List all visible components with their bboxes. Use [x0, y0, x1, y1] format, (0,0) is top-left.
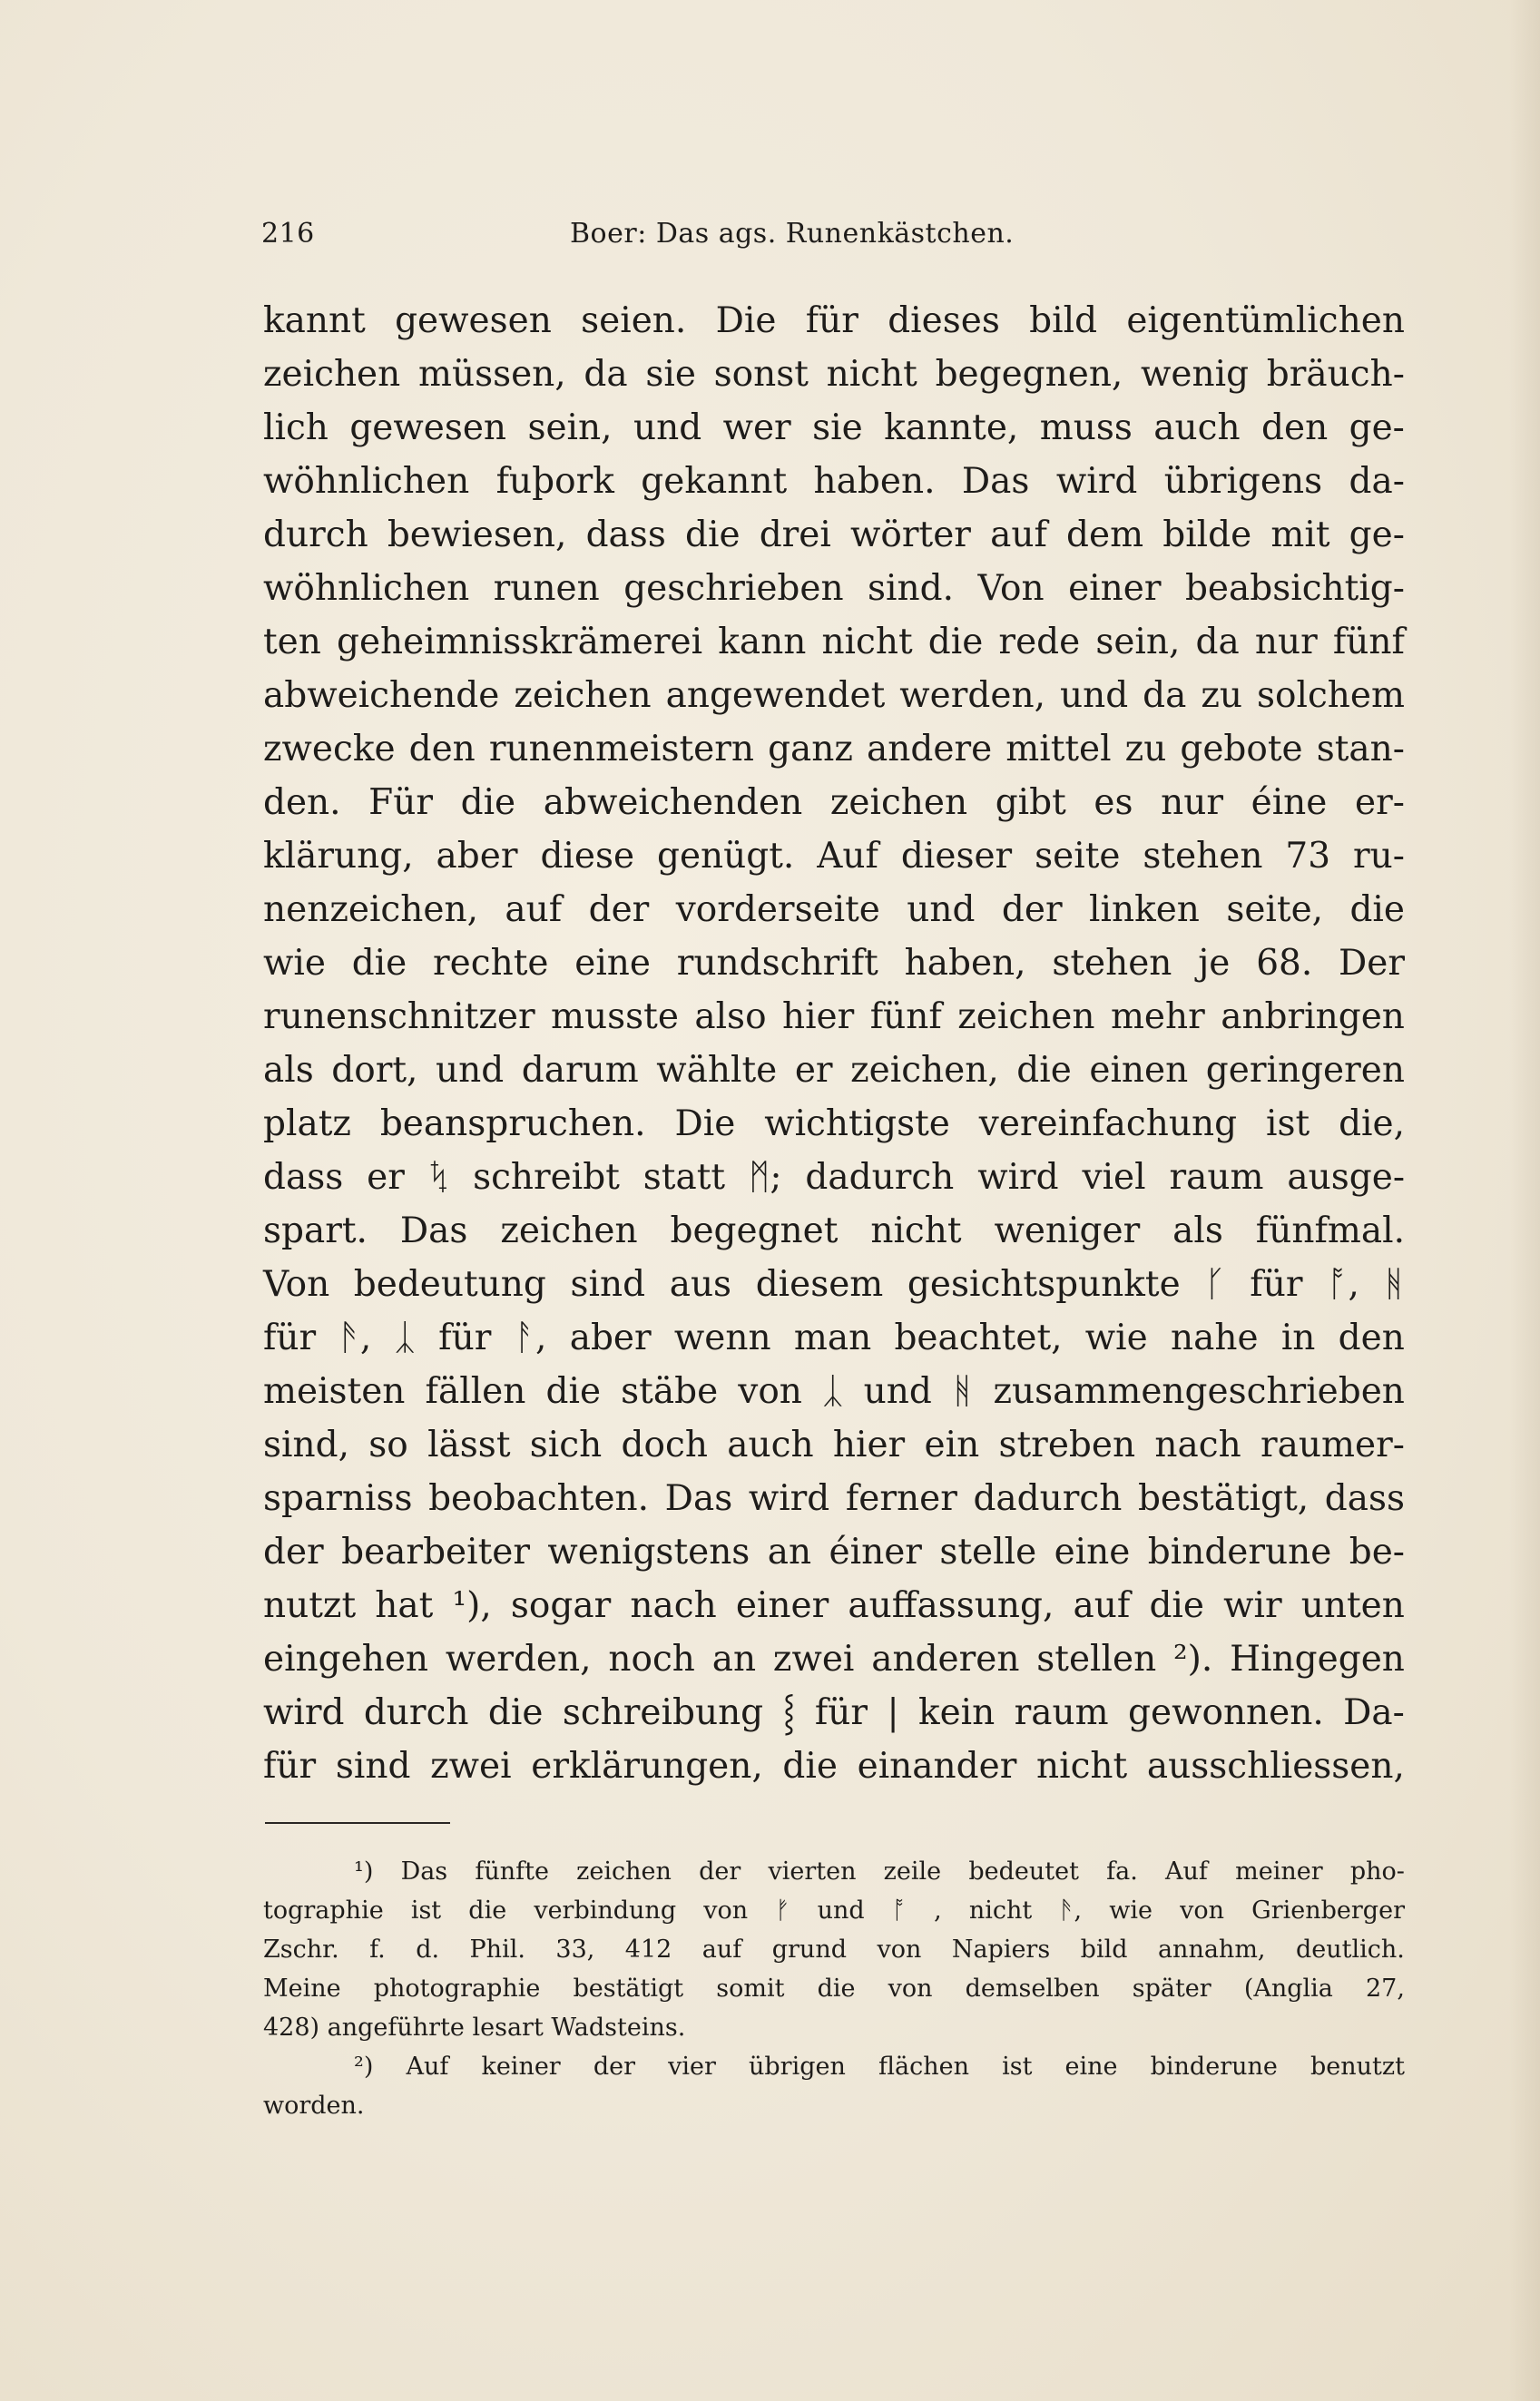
- running-title: Boer: Das ags. Runenkästchen.: [570, 218, 1015, 250]
- footnote-line: ¹) Das fünfte zeichen der vierten zeile bedeutet fa. Auf meiner pho-: [354, 1857, 1405, 1886]
- footnotes: [263, 1852, 1405, 2125]
- footnote-line: 428) angeführte lesart Wadsteins.: [263, 2014, 686, 2042]
- body-line: nenzeichen, auf der vorderseite und der linken seite, die: [263, 889, 1405, 930]
- body-line: den. Für die abweichenden zeichen gibt es nur éine er-: [263, 782, 1405, 823]
- body-line: als dort, und darum wählte er zeichen, die einen geringeren: [263, 1050, 1405, 1091]
- body-line: spart. Das zeichen begegnet nicht weniger als fünfmal.: [263, 1210, 1405, 1251]
- body-line: eingehen werden, noch an zwei anderen stellen ²). Hingegen: [263, 1639, 1405, 1680]
- body-line: wird durch die schreibung ⸾ für | kein raum gewonnen. Da-: [263, 1692, 1405, 1733]
- body-line: wie die rechte eine rundschrift haben, stehen je 68. Der: [263, 943, 1405, 984]
- body-line: dass er ᛪ schreibt statt ᛗ; dadurch wird viel raum ausge-: [263, 1157, 1405, 1198]
- body-line: platz beanspruchen. Die wichtigste vereinfachung ist die,: [263, 1103, 1405, 1144]
- footnote-line: ²) Auf keiner der vier übrigen flächen ist eine binderune benutzt: [354, 2053, 1405, 2081]
- body-text: [263, 294, 1405, 1793]
- footnote-line: tographie ist die verbindung von ᚠ und ᚩ , nicht ᚫ, wie von Grienberger: [263, 1896, 1405, 1925]
- body-line: meisten fällen die stäbe von ᛣ und ᚻ zusammengeschrieben: [263, 1371, 1405, 1412]
- body-line: lich gewesen sein, und wer sie kannte, muss auch den ge-: [263, 407, 1405, 448]
- body-line: durch bewiesen, dass die drei wörter auf dem bilde mit ge-: [263, 514, 1405, 555]
- body-line: wöhnlichen fuþork gekannt haben. Das wird übrigens da-: [263, 461, 1405, 502]
- body-line: klärung, aber diese genügt. Auf dieser seite stehen 73 ru-: [263, 836, 1405, 877]
- body-line: zeichen müssen, da sie sonst nicht begegnen, wenig bräuch-: [263, 354, 1405, 395]
- body-line: runenschnitzer musste also hier fünf zeichen mehr anbringen: [263, 996, 1405, 1037]
- footnote-line: Meine photographie bestätigt somit die von demselben später (Anglia 27,: [263, 1975, 1405, 2003]
- body-line: Von bedeutung sind aus diesem gesichtspunkte ᚴ für ᚩ, ᚻ: [263, 1264, 1405, 1305]
- body-line: zwecke den runenmeistern ganz andere mittel zu gebote stan-: [263, 729, 1405, 769]
- body-line: abweichende zeichen angewendet werden, und da zu solchem: [263, 675, 1405, 716]
- body-line: für sind zwei erklärungen, die einander nicht ausschliessen,: [263, 1746, 1405, 1787]
- running-header: [261, 218, 1405, 263]
- body-line: für ᚫ, ᛣ für ᚨ, aber wenn man beachtet, wie nahe in den: [263, 1318, 1405, 1358]
- body-line: sparniss beobachten. Das wird ferner dadurch bestätigt, dass: [263, 1478, 1405, 1519]
- body-line: sind, so lässt sich doch auch hier ein streben nach raumer-: [263, 1425, 1405, 1465]
- footnote-line: worden.: [263, 2092, 365, 2120]
- footnote-rule: [265, 1822, 450, 1824]
- body-line: nutzt hat ¹), sogar nach einer auffassung, auf die wir unten: [263, 1585, 1405, 1626]
- body-line: der bearbeiter wenigstens an éiner stelle eine binderune be-: [263, 1532, 1405, 1573]
- body-line: kannt gewesen seien. Die für dieses bild eigentümlichen: [263, 300, 1405, 341]
- body-line: ten geheimnisskrämerei kann nicht die rede sein, da nur fünf: [263, 622, 1405, 662]
- footnote-line: Zschr. f. d. Phil. 33, 412 auf grund von Napiers bild annahm, deutlich.: [263, 1936, 1405, 1964]
- page-edge-shadow: [1509, 0, 1540, 2401]
- page-number: 216: [261, 218, 315, 250]
- body-line: wöhnlichen runen geschrieben sind. Von einer beabsichtig-: [263, 568, 1405, 609]
